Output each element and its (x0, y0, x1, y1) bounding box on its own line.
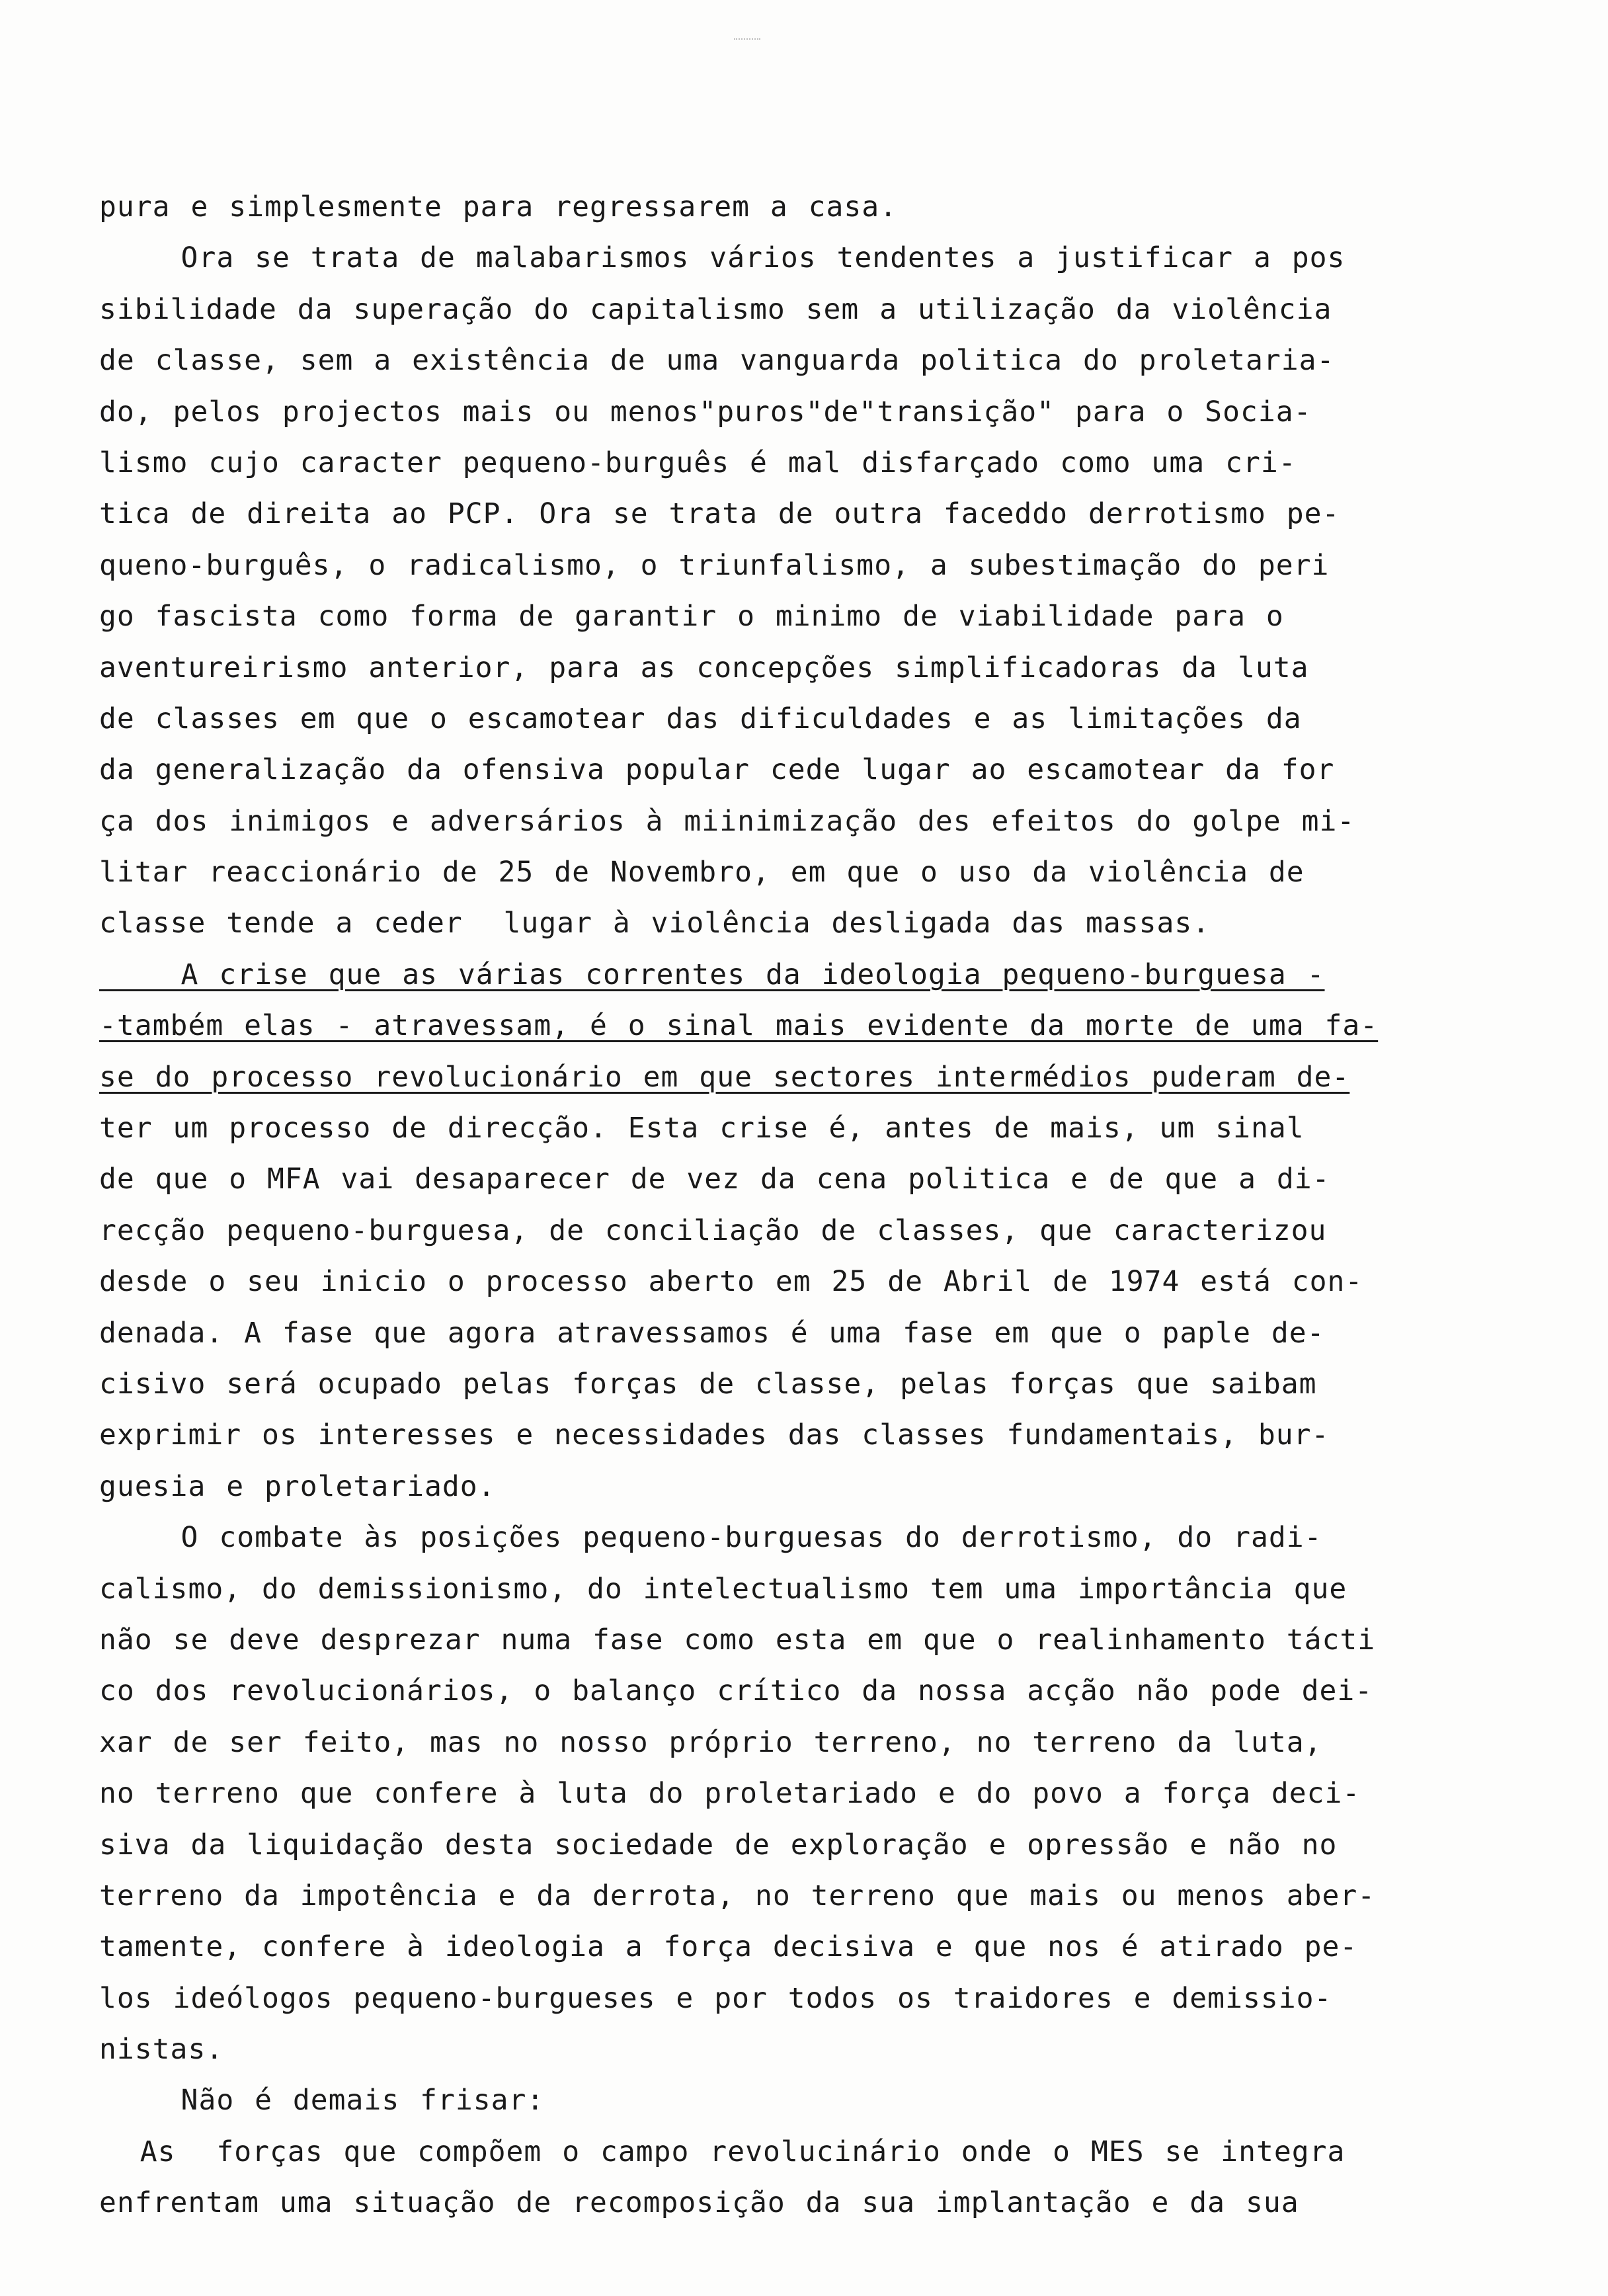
text-line: los ideólogos pequeno-burgueses e por todos os traidores e demissio- (99, 1981, 1332, 2015)
text-line: da generalização da ofensiva popular cede lugar ao escamotear da for (99, 753, 1335, 787)
text-line: terreno da impotência e da derrota, no terreno que mais ou menos aber- (99, 1879, 1376, 1912)
text-line: tica de direita ao PCP. Ora se trata de outra faceddo derrotismo pe- (99, 497, 1340, 531)
text-line: O combate às posições pequeno-burguesas do derrotismo, do radi- (99, 1521, 1322, 1555)
text-line: calismo, do demissionismo, do intelectualismo tem uma importância que (99, 1572, 1347, 1606)
text-line: nistas. (99, 2033, 224, 2067)
text-line: denada. A fase que agora atravessamos é uma fase em que o paple de- (99, 1316, 1325, 1350)
text-line: xar de ser feito, mas no nosso próprio terreno, no terreno da luta, (99, 1725, 1322, 1759)
text-line: litar reaccionário de 25 de Novembro, em que o uso da violência de (99, 856, 1305, 889)
text-line: sibilidade da superação do capitalismo sem a utilização da violência (99, 292, 1332, 326)
text-line: guesia e proletariado. (99, 1469, 496, 1503)
text-line: enfrentam uma situação de recomposição da sua implantação e da sua (99, 2186, 1299, 2220)
text-line: recção pequeno-burguesa, de conciliação de classes, que caracterizou (99, 1213, 1327, 1247)
text-line: de classe, sem a existência de uma vanguarda politica do proletaria- (99, 344, 1335, 378)
text-line: classe tende a ceder lugar à violência desligada das massas. (99, 907, 1211, 940)
text-line: lismo cujo caracter pequeno-burguês é mal disfarçado como uma cri- (99, 446, 1297, 479)
underlined-text-line: A crise que as várias correntes da ideologia pequeno-burguesa - (99, 958, 1325, 991)
text-line: no terreno que confere à luta do proletariado e do povo a força deci- (99, 1777, 1361, 1811)
typed-text-body (99, 182, 1554, 2229)
text-line: ça dos inimigos e adversários à miinimização des efeitos do golpe mi- (99, 804, 1355, 838)
text-line: não se deve desprezar numa fase como esta em que o realinhamento tácti (99, 1623, 1376, 1657)
text-line: aventureirismo anterior, para as concepções simplificadoras da luta (99, 651, 1309, 684)
underlined-text-line: -também elas - atravessam, é o sinal mais evidente da morte de uma fa- (99, 1009, 1379, 1043)
text-line: siva da liquidação desta sociedade de exploração e opressão e não no (99, 1828, 1338, 1862)
text-line: cisivo será ocupado pelas forças de classe, pelas forças que saibam (99, 1367, 1317, 1401)
text-line: go fascista como forma de garantir o minimo de viabilidade para o (99, 600, 1284, 634)
text-line: As forças que compõem o campo revolucinário onde o MES se integra (99, 2135, 1346, 2168)
text-line: de classes em que o escamotear das dificuldades e as limitações da (99, 702, 1302, 735)
underlined-text-line: se do processo revolucionário em que sectores intermédios puderam de- (99, 1060, 1350, 1094)
text-line: de que o MFA vai desaparecer de vez da cena politica e de que a di- (99, 1163, 1330, 1196)
text-line: queno-burguês, o radicalismo, o triunfalismo, a subestimação do peri (99, 548, 1330, 582)
text-line: do, pelos projectos mais ou menos"puros"de"transição" para o Socia- (99, 395, 1312, 429)
text-line: Ora se trata de malabarismos vários tendentes a justificar a pos (99, 241, 1346, 275)
text-line: co dos revolucionários, o balanço crítico da nossa acção não pode dei- (99, 1674, 1373, 1708)
text-line: Não é demais frisar: (99, 2084, 545, 2117)
page-mark (734, 38, 760, 42)
text-line: pura e simplesmente para regressarem a casa. (99, 190, 898, 224)
text-line: exprimir os interesses e necessidades das classes fundamentais, bur- (99, 1418, 1330, 1452)
text-line: desde o seu inicio o processo aberto em 25 de Abril de 1974 está con- (99, 1265, 1363, 1299)
text-line: ter um processo de direcção. Esta crise é, antes de mais, um sinal (99, 1112, 1305, 1145)
text-line: tamente, confere à ideologia a força decisiva e que nos é atirado pe- (99, 1930, 1358, 1964)
